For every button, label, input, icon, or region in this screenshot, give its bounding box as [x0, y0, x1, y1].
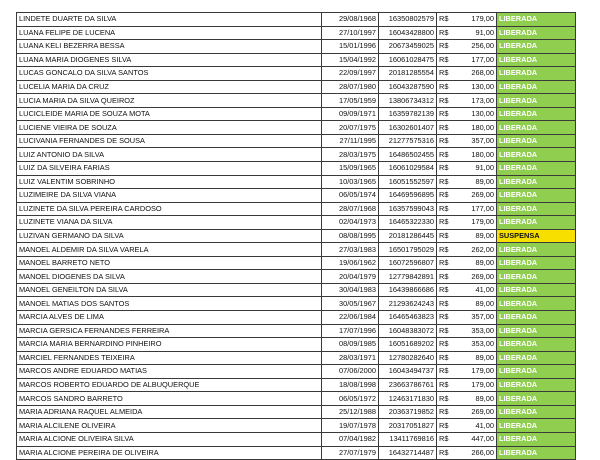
currency-cell: R$: [437, 26, 451, 40]
date-cell: 06/05/1972: [322, 392, 379, 406]
date-cell: 28/03/1971: [322, 351, 379, 365]
table-row: [17, 311, 576, 325]
date-cell: 27/07/1979: [322, 446, 379, 460]
table-row: [17, 94, 576, 108]
name-cell: LUANA KELI BEZERRA BESSA: [17, 40, 322, 54]
table-row: [17, 378, 576, 392]
status-badge: LIBERADA: [496, 419, 575, 433]
currency-cell: R$: [437, 40, 451, 54]
value-cell: 180,00: [450, 148, 496, 162]
name-cell: LUIZ DA SILVEIRA FARIAS: [17, 162, 322, 176]
date-cell: 20/07/1975: [322, 121, 379, 135]
name-cell: MARCOS ROBERTO EDUARDO DE ALBUQUERQUE: [17, 378, 322, 392]
name-cell: MARCOS SANDRO BARRETO: [17, 392, 322, 406]
value-cell: 179,00: [450, 216, 496, 230]
table-row: [17, 175, 576, 189]
date-cell: 15/04/1992: [322, 53, 379, 67]
id-number-cell: 16469596895: [379, 189, 437, 203]
status-badge: LIBERADA: [496, 26, 575, 40]
currency-cell: R$: [437, 283, 451, 297]
table-row: [17, 13, 576, 27]
id-number-cell: 16439866686: [379, 283, 437, 297]
date-cell: 28/07/1980: [322, 80, 379, 94]
currency-cell: R$: [437, 378, 451, 392]
name-cell: LUIZ VALENTIM SOBRINHO: [17, 175, 322, 189]
status-badge: LIBERADA: [496, 405, 575, 419]
table-row: [17, 270, 576, 284]
status-badge: LIBERADA: [496, 351, 575, 365]
date-cell: 02/04/1973: [322, 216, 379, 230]
currency-cell: R$: [437, 419, 451, 433]
status-badge: LIBERADA: [496, 40, 575, 54]
id-number-cell: 20317051827: [379, 419, 437, 433]
currency-cell: R$: [437, 148, 451, 162]
currency-cell: R$: [437, 256, 451, 270]
name-cell: LUZIMEIRE DA SILVA VIANA: [17, 189, 322, 203]
table-row: [17, 80, 576, 94]
id-number-cell: 13806734312: [379, 94, 437, 108]
status-badge: LIBERADA: [496, 365, 575, 379]
name-cell: MANOEL MATIAS DOS SANTOS: [17, 297, 322, 311]
table-row: [17, 351, 576, 365]
status-badge: LIBERADA: [496, 94, 575, 108]
currency-cell: R$: [437, 351, 451, 365]
date-cell: 07/06/2000: [322, 365, 379, 379]
value-cell: 89,00: [450, 229, 496, 243]
status-badge: LIBERADA: [496, 121, 575, 135]
value-cell: 447,00: [450, 432, 496, 446]
currency-cell: R$: [437, 175, 451, 189]
date-cell: 29/08/1968: [322, 13, 379, 27]
name-cell: MARCIA GERSICA FERNANDES FERREIRA: [17, 324, 322, 338]
table-row: [17, 40, 576, 54]
date-cell: 17/05/1959: [322, 94, 379, 108]
currency-cell: R$: [437, 270, 451, 284]
status-badge: LIBERADA: [496, 432, 575, 446]
table-row: [17, 392, 576, 406]
name-cell: LUIZ ANTONIO DA SILVA: [17, 148, 322, 162]
name-cell: LUZINETE DA SILVA PEREIRA CARDOSO: [17, 202, 322, 216]
id-number-cell: 20673459025: [379, 40, 437, 54]
value-cell: 357,00: [450, 311, 496, 325]
table-row: [17, 121, 576, 135]
name-cell: LUZINETE VIANA DA SILVA: [17, 216, 322, 230]
name-cell: LUCICLEIDE MARIA DE SOUZA MOTA: [17, 107, 322, 121]
date-cell: 22/06/1984: [322, 311, 379, 325]
currency-cell: R$: [437, 13, 451, 27]
name-cell: LUANA MARIA DIOGENES SILVA: [17, 53, 322, 67]
beneficiary-table: [16, 12, 576, 460]
value-cell: 269,00: [450, 405, 496, 419]
id-number-cell: 20181286445: [379, 229, 437, 243]
value-cell: 269,00: [450, 270, 496, 284]
currency-cell: R$: [437, 243, 451, 257]
id-number-cell: 16051689202: [379, 338, 437, 352]
date-cell: 15/01/1996: [322, 40, 379, 54]
table-row: [17, 162, 576, 176]
table-row: [17, 229, 576, 243]
date-cell: 17/07/1996: [322, 324, 379, 338]
status-badge: LIBERADA: [496, 446, 575, 460]
currency-cell: R$: [437, 134, 451, 148]
date-cell: 18/08/1998: [322, 378, 379, 392]
date-cell: 09/09/1971: [322, 107, 379, 121]
name-cell: MARCOS ANDRE EDUARDO MATIAS: [17, 365, 322, 379]
status-badge: LIBERADA: [496, 378, 575, 392]
currency-cell: R$: [437, 202, 451, 216]
table-row: [17, 26, 576, 40]
id-number-cell: 16043494737: [379, 365, 437, 379]
value-cell: 41,00: [450, 283, 496, 297]
name-cell: MANOEL BARRETO NETO: [17, 256, 322, 270]
name-cell: MANOEL ALDEMIR DA SILVA VARELA: [17, 243, 322, 257]
table-row: [17, 53, 576, 67]
name-cell: LUCIA MARIA DA SILVA QUEIROZ: [17, 94, 322, 108]
date-cell: 27/03/1983: [322, 243, 379, 257]
date-cell: 07/04/1982: [322, 432, 379, 446]
currency-cell: R$: [437, 107, 451, 121]
id-number-cell: 16359782139: [379, 107, 437, 121]
name-cell: LUANA FELIPE DE LUCENA: [17, 26, 322, 40]
table-row: [17, 405, 576, 419]
name-cell: MARCIEL FERNANDES TEIXEIRA: [17, 351, 322, 365]
date-cell: 25/12/1988: [322, 405, 379, 419]
status-badge: LIBERADA: [496, 53, 575, 67]
id-number-cell: 16350802579: [379, 13, 437, 27]
value-cell: 130,00: [450, 107, 496, 121]
table-row: [17, 243, 576, 257]
status-badge: LIBERADA: [496, 107, 575, 121]
status-badge: LIBERADA: [496, 243, 575, 257]
currency-cell: R$: [437, 338, 451, 352]
currency-cell: R$: [437, 432, 451, 446]
currency-cell: R$: [437, 446, 451, 460]
currency-cell: R$: [437, 67, 451, 81]
id-number-cell: 16061029584: [379, 162, 437, 176]
value-cell: 179,00: [450, 365, 496, 379]
id-number-cell: 16043428800: [379, 26, 437, 40]
id-number-cell: 16486502455: [379, 148, 437, 162]
name-cell: MARIA ADRIANA RAQUEL ALMEIDA: [17, 405, 322, 419]
status-badge: LIBERADA: [496, 189, 575, 203]
status-badge: SUSPENSA: [496, 229, 575, 243]
value-cell: 91,00: [450, 162, 496, 176]
table-row: [17, 283, 576, 297]
value-cell: 130,00: [450, 80, 496, 94]
currency-cell: R$: [437, 121, 451, 135]
value-cell: 89,00: [450, 392, 496, 406]
id-number-cell: 21277575316: [379, 134, 437, 148]
value-cell: 173,00: [450, 94, 496, 108]
table-row: [17, 202, 576, 216]
currency-cell: R$: [437, 392, 451, 406]
name-cell: MARIA ALCIONE OLIVEIRA SILVA: [17, 432, 322, 446]
currency-cell: R$: [437, 189, 451, 203]
date-cell: 06/05/1974: [322, 189, 379, 203]
value-cell: 91,00: [450, 26, 496, 40]
id-number-cell: 12779842891: [379, 270, 437, 284]
table-row: [17, 189, 576, 203]
date-cell: 19/07/1978: [322, 419, 379, 433]
currency-cell: R$: [437, 53, 451, 67]
status-badge: LIBERADA: [496, 311, 575, 325]
table-row: [17, 365, 576, 379]
table-row: [17, 419, 576, 433]
table-row: [17, 446, 576, 460]
id-number-cell: 16061028475: [379, 53, 437, 67]
name-cell: LUZIVAN GERMANO DA SILVA: [17, 229, 322, 243]
value-cell: 262,00: [450, 243, 496, 257]
id-number-cell: 16501795029: [379, 243, 437, 257]
id-number-cell: 20363719852: [379, 405, 437, 419]
value-cell: 41,00: [450, 419, 496, 433]
currency-cell: R$: [437, 297, 451, 311]
status-badge: LIBERADA: [496, 175, 575, 189]
date-cell: 08/09/1985: [322, 338, 379, 352]
table-row: [17, 432, 576, 446]
value-cell: 268,00: [450, 67, 496, 81]
value-cell: 180,00: [450, 121, 496, 135]
id-number-cell: 21293624243: [379, 297, 437, 311]
id-number-cell: 16432714487: [379, 446, 437, 460]
status-badge: LIBERADA: [496, 270, 575, 284]
name-cell: LUCELIA MARIA DA CRUZ: [17, 80, 322, 94]
id-number-cell: 12463171830: [379, 392, 437, 406]
value-cell: 89,00: [450, 256, 496, 270]
value-cell: 357,00: [450, 134, 496, 148]
date-cell: 27/10/1997: [322, 26, 379, 40]
status-badge: LIBERADA: [496, 283, 575, 297]
currency-cell: R$: [437, 311, 451, 325]
status-badge: LIBERADA: [496, 148, 575, 162]
id-number-cell: 12780282640: [379, 351, 437, 365]
date-cell: 08/08/1995: [322, 229, 379, 243]
id-number-cell: 16465463823: [379, 311, 437, 325]
date-cell: 10/03/1965: [322, 175, 379, 189]
status-badge: LIBERADA: [496, 80, 575, 94]
status-badge: LIBERADA: [496, 216, 575, 230]
status-badge: LIBERADA: [496, 67, 575, 81]
currency-cell: R$: [437, 216, 451, 230]
name-cell: LINDETE DUARTE DA SILVA: [17, 13, 322, 27]
currency-cell: R$: [437, 80, 451, 94]
id-number-cell: 16072596807: [379, 256, 437, 270]
currency-cell: R$: [437, 229, 451, 243]
table-row: [17, 107, 576, 121]
status-badge: LIBERADA: [496, 13, 575, 27]
table-row: [17, 338, 576, 352]
status-badge: LIBERADA: [496, 134, 575, 148]
name-cell: LUCIVANIA FERNANDES DE SOUSA: [17, 134, 322, 148]
name-cell: MARIA ALCIONE PEREIRA DE OLIVEIRA: [17, 446, 322, 460]
name-cell: LUCAS GONCALO DA SILVA SANTOS: [17, 67, 322, 81]
status-badge: LIBERADA: [496, 202, 575, 216]
value-cell: 269,00: [450, 189, 496, 203]
currency-cell: R$: [437, 324, 451, 338]
currency-cell: R$: [437, 405, 451, 419]
value-cell: 177,00: [450, 53, 496, 67]
id-number-cell: 16465322330: [379, 216, 437, 230]
currency-cell: R$: [437, 365, 451, 379]
date-cell: 28/07/1968: [322, 202, 379, 216]
currency-cell: R$: [437, 162, 451, 176]
id-number-cell: 16051552597: [379, 175, 437, 189]
date-cell: 22/09/1997: [322, 67, 379, 81]
date-cell: 19/06/1962: [322, 256, 379, 270]
table-row: [17, 256, 576, 270]
value-cell: 256,00: [450, 40, 496, 54]
value-cell: 89,00: [450, 175, 496, 189]
id-number-cell: 16357599043: [379, 202, 437, 216]
table-row: [17, 67, 576, 81]
value-cell: 89,00: [450, 297, 496, 311]
id-number-cell: 16043287590: [379, 80, 437, 94]
value-cell: 89,00: [450, 351, 496, 365]
date-cell: 15/09/1965: [322, 162, 379, 176]
status-badge: LIBERADA: [496, 338, 575, 352]
name-cell: MARIA ALCILENE OLIVEIRA: [17, 419, 322, 433]
id-number-cell: 20181285554: [379, 67, 437, 81]
date-cell: 27/11/1995: [322, 134, 379, 148]
value-cell: 177,00: [450, 202, 496, 216]
value-cell: 266,00: [450, 446, 496, 460]
table-row: [17, 324, 576, 338]
status-badge: LIBERADA: [496, 297, 575, 311]
table-row: [17, 134, 576, 148]
status-badge: LIBERADA: [496, 256, 575, 270]
name-cell: MARCIA ALVES DE LIMA: [17, 311, 322, 325]
id-number-cell: 16302601407: [379, 121, 437, 135]
date-cell: 30/04/1983: [322, 283, 379, 297]
value-cell: 179,00: [450, 378, 496, 392]
value-cell: 353,00: [450, 324, 496, 338]
table-row: [17, 216, 576, 230]
currency-cell: R$: [437, 94, 451, 108]
id-number-cell: 13411769816: [379, 432, 437, 446]
date-cell: 28/03/1975: [322, 148, 379, 162]
id-number-cell: 16048383072: [379, 324, 437, 338]
date-cell: 30/05/1967: [322, 297, 379, 311]
value-cell: 353,00: [450, 338, 496, 352]
id-number-cell: 23663786761: [379, 378, 437, 392]
name-cell: LUCIENE VIEIRA DE SOUZA: [17, 121, 322, 135]
status-badge: LIBERADA: [496, 324, 575, 338]
status-badge: LIBERADA: [496, 162, 575, 176]
value-cell: 179,00: [450, 13, 496, 27]
name-cell: MANOEL DIOGENES DA SILVA: [17, 270, 322, 284]
name-cell: MANOEL GENEILTON DA SILVA: [17, 283, 322, 297]
date-cell: 20/04/1979: [322, 270, 379, 284]
table-row: [17, 297, 576, 311]
status-badge: LIBERADA: [496, 392, 575, 406]
name-cell: MARCIA MARIA BERNARDINO PINHEIRO: [17, 338, 322, 352]
table-row: [17, 148, 576, 162]
